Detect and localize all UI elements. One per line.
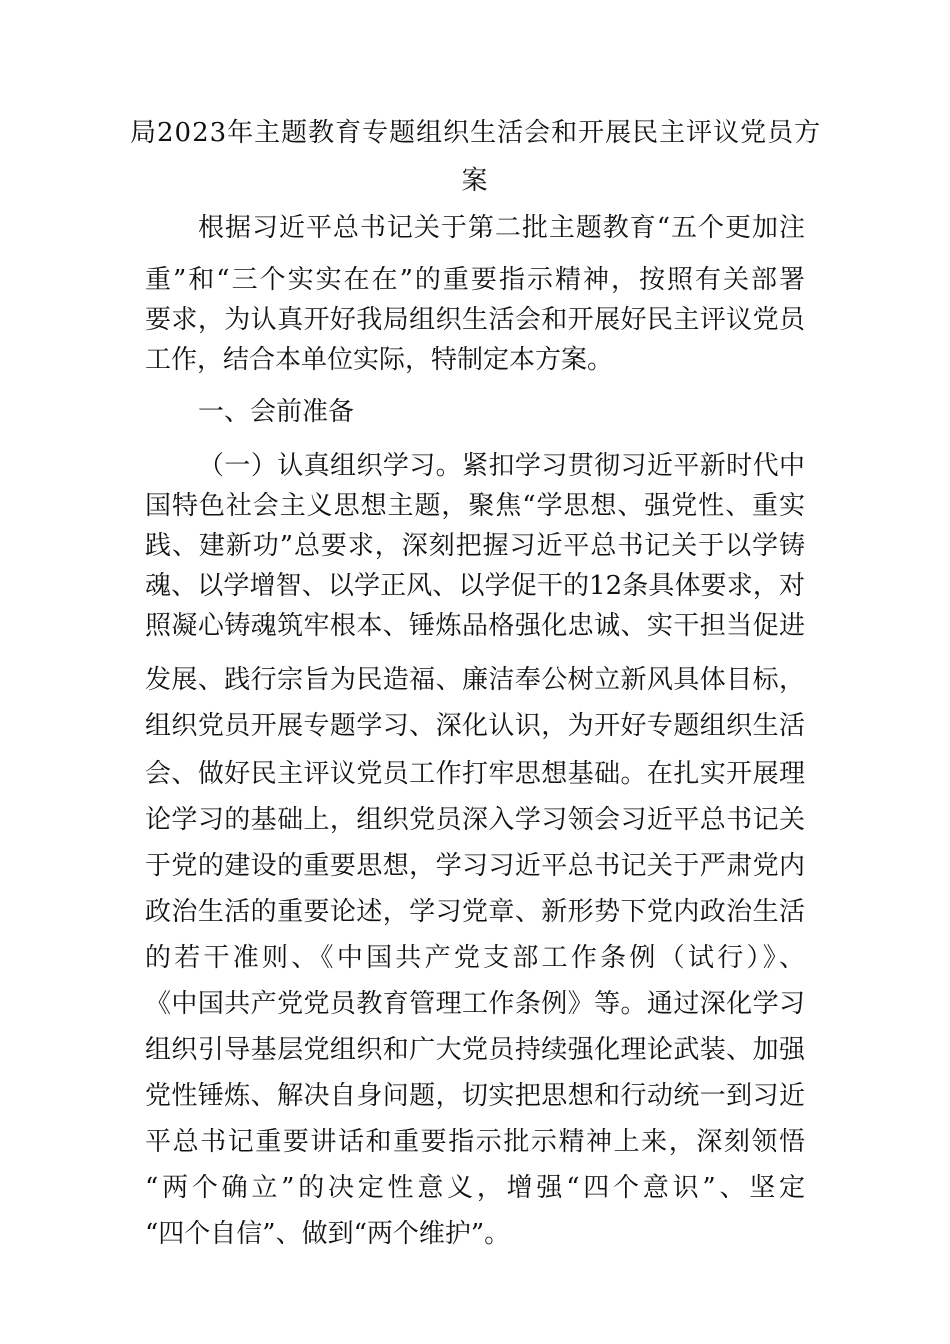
body-line: “四个自信”、做到“两个维护”。 [145,1219,511,1249]
body-line: 发展、践行宗旨为民造福、廉洁奉公树立新风具体目标， [145,665,805,695]
body-line: 党性锤炼、解决自身问题，切实把思想和行动统一到习近 [145,1081,805,1111]
body-line: 会、做好民主评议党员工作打牢思想基础。在扎实开展理 [145,759,805,789]
body-line: 根据习近平总书记关于第二批主题教育“五个更加注 [198,213,805,243]
body-line: 照凝心铸魂筑牢根本、锤炼品格强化忠诚、实干担当促进 [145,611,805,641]
body-line: （一）认真组织学习。紧扣学习贯彻习近平新时代中 [198,451,805,481]
body-line: 要求，为认真开好我局组织生活会和开展好民主评议党员 [145,305,805,335]
body-line: 政治生活的重要论述，学习党章、新形势下党内政治生活 [145,897,805,927]
body-line: 魂、以学增智、以学正风、以学促干的12条具体要求，对 [145,571,805,601]
document-title-line-1: 局2023年主题教育专题组织生活会和开展民主评议党员方 [130,118,822,148]
body-line: “两个确立”的决定性意义，增强“四个意识”、坚定 [145,1173,805,1203]
body-line: 论学习的基础上，组织党员深入学习领会习近平总书记关 [145,805,805,835]
body-line: 组织引导基层党组织和广大党员持续强化理论武装、加强 [145,1035,805,1065]
body-line: 的若干准则、《中国共产党支部工作条例（试行）》、 [145,943,805,973]
document-title-line-2: 案 [461,166,489,196]
body-line: 工作，结合本单位实际，特制定本方案。 [145,345,614,375]
body-line: 《中国共产党党员教育管理工作条例》等。通过深化学习 [145,989,805,1019]
body-line: 践、建新功”总要求，深刻把握习近平总书记关于以学铸 [145,531,805,561]
section-heading: 一、会前准备 [198,397,355,427]
body-line: 于党的建设的重要思想，学习习近平总书记关于严肃党内 [145,851,805,881]
body-line: 重”和“三个实实在在”的重要指示精神，按照有关部署 [145,265,805,295]
body-line: 组织党员开展专题学习、深化认识，为开好专题组织生活 [145,711,805,741]
body-line: 国特色社会主义思想主题，聚焦“学思想、强党性、重实 [145,491,805,521]
body-line: 平总书记重要讲话和重要指示批示精神上来，深刻领悟 [145,1127,805,1157]
